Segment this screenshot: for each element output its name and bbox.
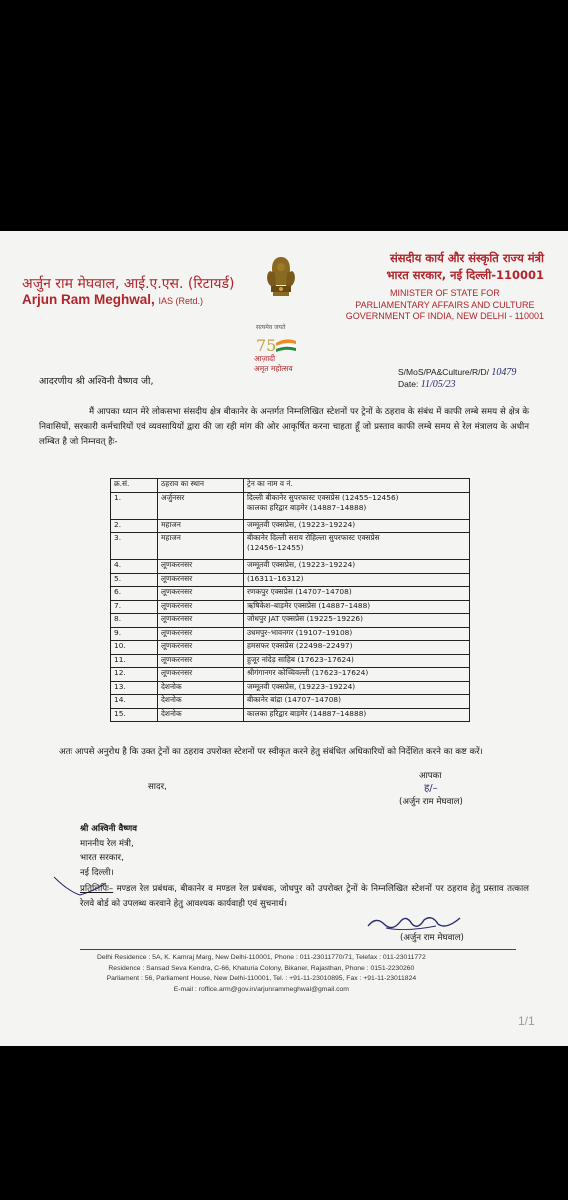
cell-place: लूणकरनसर	[158, 668, 244, 682]
cell-train-line1: बीकानेर बांद्रा (14707–14708)	[247, 695, 342, 704]
svg-text:75: 75	[256, 336, 277, 355]
national-emblem-icon	[260, 253, 302, 331]
title-hindi-line1: संसदीय कार्य और संस्कृति राज्य मंत्री	[389, 251, 544, 265]
cell-train	[244, 681, 470, 695]
title-hindi-line2: भारत सरकार, नई दिल्ली-110001	[386, 268, 544, 282]
copy-label: प्रतिलिपिः–	[80, 884, 114, 894]
addressee-line4: नई दिल्ली।	[80, 867, 114, 878]
table-row	[111, 573, 470, 587]
cell-place: अर्जुनसर	[158, 492, 244, 519]
sender-name-english-suffix: IAS (Retd.)	[158, 296, 204, 306]
cell-train-line2: (12456–12455)	[247, 543, 304, 552]
table-header-row	[111, 479, 470, 493]
cell-sn: 14.	[111, 695, 158, 709]
cell-train-line1: ऋषिकेश–बाड़मेर एक्सप्रेस (14887–1488)	[247, 600, 371, 610]
cell-place: देशनोक	[158, 681, 244, 695]
cell-sn: 6.	[111, 587, 158, 601]
footer-line2: Residence : Sansad Seva Kendra, C-66, Khaturia Colony, Bikaner, Rajasthan, Phone : 0151-2230260	[108, 964, 415, 972]
copy-text: मण्डल रेल प्रबंधक, बीकानेर व मण्डल रेल प्रबंधक, जोधपुर को उपरोक्त ट्रेनों के निम्नलिखित स्टेशनों पर ठहराव हेतु प्रस्ताव तत्काल रेलवे बोर्ड को उपलब्ध करवाने हेतु आवश्यक कार्यवाही एवं सुचनार्थ।	[80, 884, 530, 909]
date-label: Date:	[398, 379, 419, 389]
cell-train	[244, 627, 470, 641]
cell-place: देशनोक	[158, 708, 244, 722]
table-header-sn: क्र.सं.	[111, 479, 158, 493]
motto-text: सत्यमेव जयते	[256, 324, 286, 331]
table-row	[111, 600, 470, 614]
table-row	[111, 614, 470, 628]
footer-line1: Delhi Residence : 5A, K. Kamraj Marg, New Delhi-110001, Phone : 011-23011770/71, Telefax : 011-23011772	[97, 954, 426, 961]
cell-train-line1: उधमपुर–भावनगर (19107–19108)	[247, 627, 353, 637]
addressee-line2: माननीय रेल मंत्री,	[80, 838, 134, 849]
closing-text: सादर,	[148, 782, 167, 792]
azadi-text-line2: अमृत महोत्सव	[254, 364, 293, 373]
cell-place: लूणकरनसर	[158, 600, 244, 614]
azadi-text-line1: आज़ादी	[254, 354, 276, 363]
signatory-name-1: (अर्जुन राम मेघवाल)	[399, 797, 463, 807]
cell-train	[244, 708, 470, 722]
letter-date	[398, 379, 456, 390]
body-paragraph-2	[39, 744, 529, 760]
cell-sn: 3.	[111, 533, 158, 560]
table-row	[111, 519, 470, 533]
cell-train	[244, 533, 470, 560]
footer-line3: Parliament : 56, Parliament House, New Delhi-110001, Tel. : +91-11-23010895, Fax : +91-11-23011824	[106, 975, 417, 982]
cell-sn: 11.	[111, 654, 158, 668]
cell-train	[244, 560, 470, 574]
cell-train-line1: (16311–16312)	[247, 573, 304, 583]
cell-train-line1: हुजूर नांदेड़ साहिब (17623–17624)	[247, 654, 354, 664]
cell-place: लूणकरनसर	[158, 587, 244, 601]
cell-train-line1: हमसफर एक्सप्रेस (22498–22497)	[247, 641, 353, 650]
cell-train	[244, 614, 470, 628]
cell-sn: 15.	[111, 708, 158, 722]
footer-line4: E-mail : roffice.arm@gov.in/arjunrammeghwal@gmail.com	[173, 985, 349, 993]
minister-title-block	[346, 251, 544, 323]
body-paragraph-1-text: मैं आपका ध्यान मेरे लोकसभा संसदीय क्षेत्र बीकानेर के अन्तर्गत निम्नलिखित स्टेशनों पर ट्रेनों के ठहराव के संबंध में काफी लम्बे समय से क्षेत्र के निवासियों, सरकारी कर्मचारियों एवं व्यवसायियों द्वारा की जा रही मांग की ओर आकृर्षित करना चाहता हूँ जो प्रस्ताव काफी लम्बे समय से रेल मंत्रालय के अधीन लम्बित है जो निम्नवत् हैः-	[39, 407, 529, 447]
cell-place: लूणकरनसर	[158, 627, 244, 641]
copy-to-paragraph	[80, 882, 529, 912]
cell-train-line1: दिल्ली बीकानेर सुपरफास्ट एक्सप्रेस (12455–12456)	[247, 492, 399, 502]
cell-train-line1: जम्मूतवी एक्सप्रेस, (19223–19224)	[247, 519, 356, 529]
cell-train	[244, 668, 470, 682]
sender-name-hindi: अर्जुन राम मेघवाल, आई.ए.एस. (रिटायर्ड)	[22, 276, 235, 292]
date-handwritten-value: 11/05/23	[420, 379, 456, 390]
salutation: आदरणीय श्री अश्विनी वैष्णव जी,	[39, 376, 154, 387]
sender-name-english	[22, 292, 203, 307]
cell-train	[244, 600, 470, 614]
train-stoppage-table	[110, 478, 470, 722]
reference-label: S/MoS/PA&Culture/R/D/	[398, 367, 490, 377]
cell-sn: 2.	[111, 519, 158, 533]
cell-sn: 8.	[111, 614, 158, 628]
cell-place: महाजन	[158, 519, 244, 533]
cell-train-line2: कालका हरिद्वार बाड़मेर (14887–14888)	[247, 502, 367, 512]
table-row	[111, 654, 470, 668]
table-header-place: ठहराव का स्थान	[158, 479, 244, 493]
cell-train	[244, 587, 470, 601]
body-paragraph-1	[39, 405, 529, 450]
cell-train-line1: कालका हरिद्वार बाड़मेर (14887–14888)	[247, 708, 367, 718]
title-english-line2: PARLIAMENTARY AFFAIRS AND CULTURE	[355, 299, 535, 310]
cell-place: लूणकरनसर	[158, 614, 244, 628]
cell-train	[244, 695, 470, 709]
cell-sn: 5.	[111, 573, 158, 587]
cell-sn: 7.	[111, 600, 158, 614]
yours-text: आपका	[419, 771, 442, 781]
table-row	[111, 641, 470, 655]
table-row	[111, 587, 470, 601]
cell-place: लूणकरनसर	[158, 654, 244, 668]
cell-train	[244, 654, 470, 668]
cell-train-line1: बीकानेर दिल्ली सराय रोहिल्ला सुपरफास्ट एक्सप्रेस	[247, 533, 380, 542]
signatory-name-2: (अर्जुन राम मेघवाल)	[400, 933, 464, 943]
cell-sn: 4.	[111, 560, 158, 574]
cell-train-line1: रणकपुर एक्सप्रेस (14707–14708)	[247, 587, 352, 596]
table-row	[111, 695, 470, 709]
azadi-ka-amrit-mahotsav-logo	[250, 335, 320, 375]
cell-sn: 10.	[111, 641, 158, 655]
table-row	[111, 681, 470, 695]
cell-sn: 1.	[111, 492, 158, 519]
footer-divider	[80, 949, 516, 950]
title-english-line1: MINISTER OF STATE FOR	[390, 288, 500, 298]
table-header-train: ट्रेन का नाम व नं.	[244, 479, 470, 493]
cell-train	[244, 519, 470, 533]
cell-train-line1: जोधपुर JAT एक्सप्रेस (19225–19226)	[247, 614, 364, 623]
footer-contact-block	[97, 953, 426, 995]
table-row	[111, 560, 470, 574]
addressee-name: श्री अश्विनी वैष्णव	[80, 824, 138, 834]
cell-sn: 13.	[111, 681, 158, 695]
page-indicator: 1/1	[518, 1014, 535, 1028]
cell-train	[244, 641, 470, 655]
cell-place: लूणकरनसर	[158, 573, 244, 587]
table-row	[111, 492, 470, 519]
cell-place: देशनोक	[158, 695, 244, 709]
cell-place: लूणकरनसर	[158, 641, 244, 655]
body-paragraph-2-text: अतः आपसे अनुरोध है कि उक्त ट्रेनों का ठहराव उपरोक्त स्टेशनों पर स्वीकृत करने हेतु संबंधित अधिकारियों को निर्देशित करने का कष्ट करें।	[59, 747, 483, 757]
cell-train	[244, 492, 470, 519]
letter-document	[0, 231, 568, 1046]
reference-handwritten-number: 10479	[491, 367, 517, 378]
table-row	[111, 708, 470, 722]
cell-train	[244, 573, 470, 587]
cell-train-line1: जम्मूतवी एक्सप्रेस, (19223–19224)	[247, 681, 356, 691]
addressee-line3: भारत सरकार,	[80, 853, 124, 863]
cell-sn: 12.	[111, 668, 158, 682]
title-english-line3: GOVERNMENT OF INDIA, NEW DELHI - 110001	[345, 311, 544, 321]
cell-place: लूणकरनसर	[158, 560, 244, 574]
cell-train-line1: जम्मूतवी एक्सप्रेस, (19223–19224)	[247, 560, 356, 569]
title-english	[346, 288, 544, 323]
sender-name-english-main: Arjun Ram Meghwal,	[22, 292, 155, 307]
cell-sn: 9.	[111, 627, 158, 641]
table-row	[111, 533, 470, 560]
cell-place: महाजन	[158, 533, 244, 560]
reference-number	[398, 367, 516, 378]
cell-train-line1: श्रीगंगानगर कोच्चिवल्ली (17623–17624)	[247, 668, 369, 677]
signature-mark: ह/–	[424, 783, 438, 794]
table-row	[111, 627, 470, 641]
table-row	[111, 668, 470, 682]
